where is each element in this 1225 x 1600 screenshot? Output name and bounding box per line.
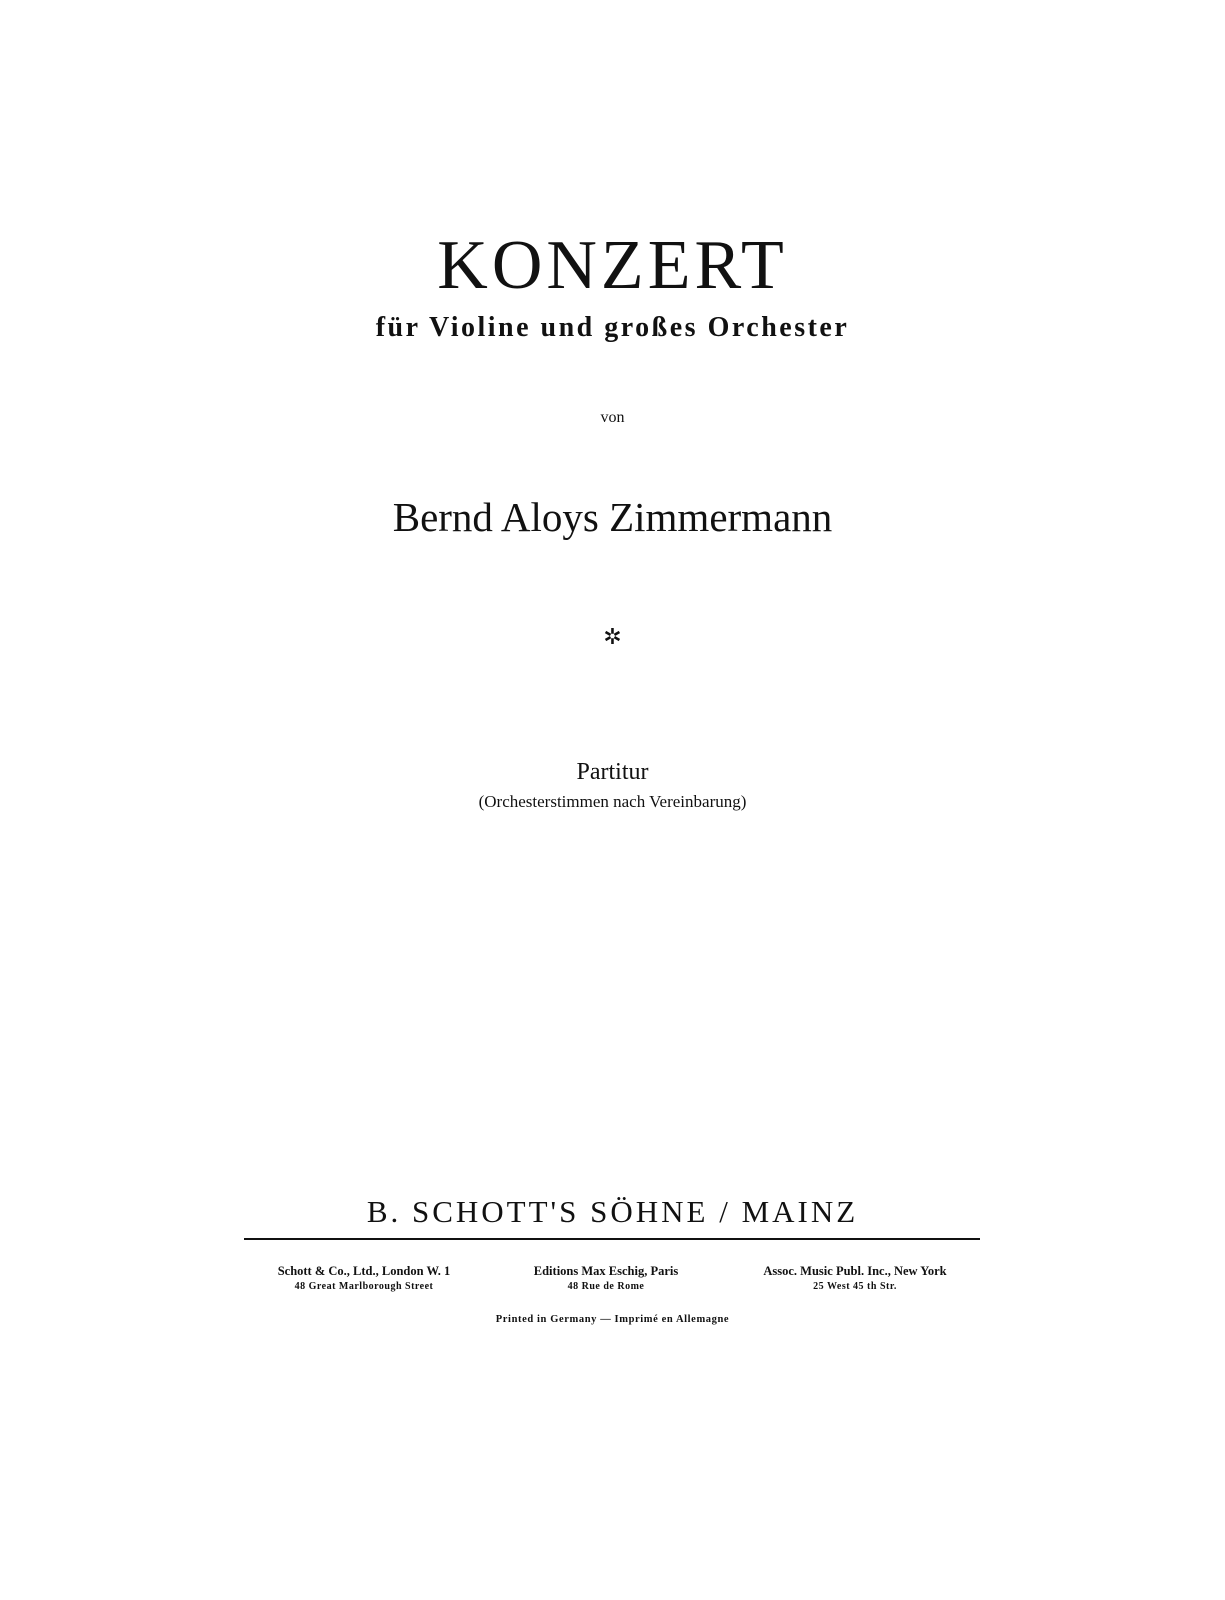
- branch-address: 48 Great Marlborough Street: [294, 1281, 434, 1292]
- ornament-star-icon: ✲: [603, 625, 622, 650]
- divider-rule: [244, 1238, 980, 1240]
- branch-address: 25 West 45 th Str.: [813, 1281, 897, 1292]
- branch-address: 48 Rue de Rome: [567, 1281, 645, 1292]
- publisher-name: B. SCHOTT'S SÖHNE / MAINZ: [366, 1194, 859, 1229]
- score-label: Partitur: [576, 759, 649, 785]
- composer-name: Bernd Aloys Zimmermann: [392, 494, 833, 540]
- branch-name: Schott & Co., Ltd., London W. 1: [277, 1264, 451, 1278]
- branch-name: Editions Max Eschig, Paris: [533, 1264, 679, 1278]
- branch-new-york: [730, 1263, 980, 1294]
- by-line: von: [600, 409, 625, 426]
- branch-paris: [496, 1263, 716, 1294]
- printed-notice: Printed in Germany — Imprimé en Allemagne: [495, 1314, 730, 1325]
- score-note: (Orchesterstimmen nach Vereinbarung): [478, 792, 747, 811]
- branch-london: [244, 1263, 484, 1294]
- subtitle: für Violine und großes Orchester: [375, 312, 850, 343]
- branch-name: Assoc. Music Publ. Inc., New York: [763, 1264, 947, 1278]
- page-title: KONZERT: [437, 227, 788, 304]
